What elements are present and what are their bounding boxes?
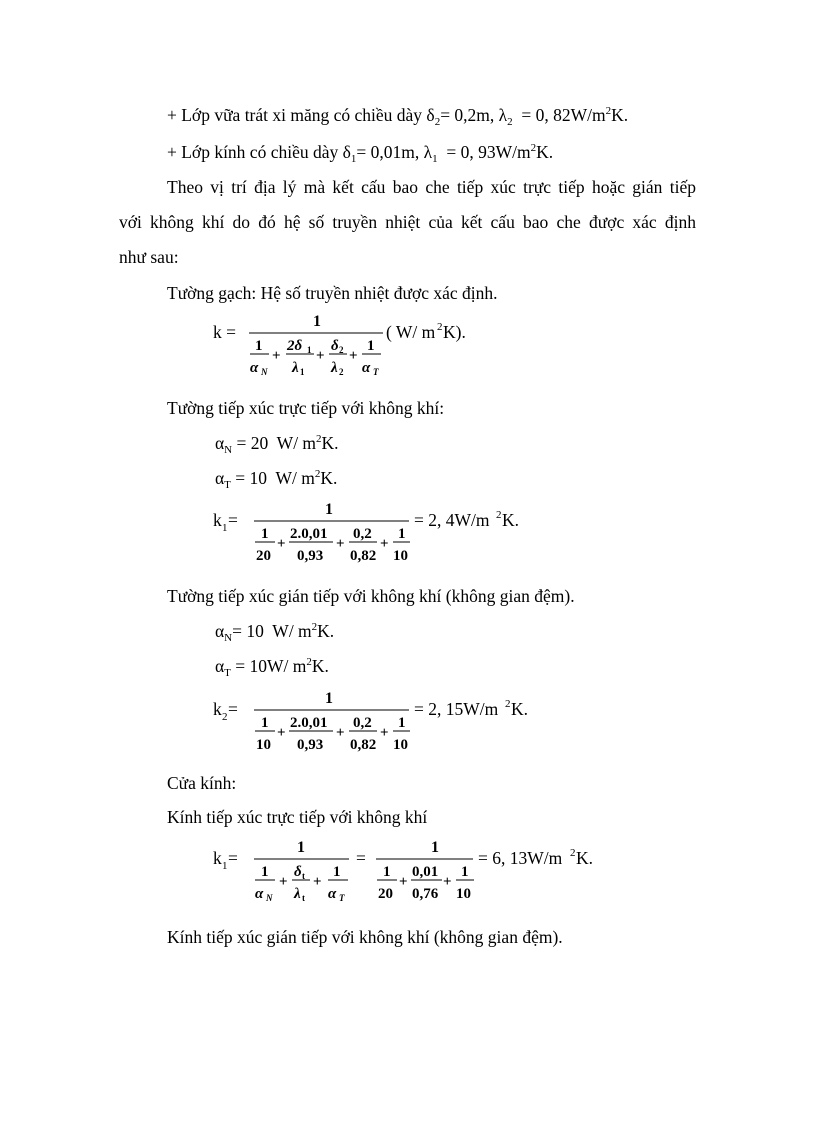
t1-num: 1: [261, 526, 269, 542]
formula-k2-svg: [213, 687, 543, 759]
plus: +: [380, 536, 389, 552]
t3-den: 0,82: [350, 737, 377, 753]
t2-den-sub: t: [302, 893, 305, 903]
u1-num: 1: [383, 864, 391, 880]
sup: 2: [306, 656, 312, 668]
result: = 2, 4W/m: [414, 510, 490, 530]
plus: +: [349, 348, 358, 364]
text: K.: [536, 142, 554, 162]
alpha-t-direct: [215, 467, 337, 489]
text: = 10 W/ m: [230, 468, 315, 488]
result-sup: 2: [505, 698, 511, 710]
t1-den: α: [255, 886, 264, 902]
plus: +: [336, 536, 345, 552]
text: α: [215, 468, 225, 488]
direct-wall-title: Tường tiếp xúc trực tiếp với không khí:: [167, 398, 445, 418]
unit-sup: 2: [437, 321, 443, 333]
t1-den: 20: [256, 548, 271, 564]
text: = 10 W/ m: [232, 621, 312, 641]
plus: +: [399, 874, 408, 890]
result-tail: K.: [576, 848, 594, 868]
t3-den-sub: 2: [339, 367, 344, 377]
formula-k2-wall-indirect: [213, 687, 543, 764]
t4-sub: T: [373, 367, 379, 377]
sup: 2: [316, 433, 322, 445]
t3-num-sub: 2: [339, 345, 344, 355]
unit-tail: K).: [443, 322, 466, 342]
numerator: 1: [325, 690, 333, 707]
t3-num: 0,2: [353, 526, 372, 542]
kg-label: k: [213, 848, 222, 868]
t2-num: 2δ: [287, 338, 303, 354]
sub: 2: [434, 116, 441, 128]
numerator: 1: [313, 313, 321, 330]
text: α: [215, 433, 225, 453]
t2-num: δ: [294, 864, 302, 880]
t2-num: 2.0,01: [290, 715, 328, 731]
plus: +: [277, 536, 286, 552]
sup: 2: [530, 142, 537, 154]
numerator-2: 1: [431, 839, 439, 856]
wall-title: Tường gạch: Hệ số truyền nhiệt được xác định.: [167, 283, 498, 303]
k1-label: k: [213, 510, 222, 530]
t3-den: λ: [331, 360, 338, 376]
text: + Lớp vữa trát xi măng có chiều dày δ: [167, 105, 435, 125]
t1-num: 1: [255, 338, 263, 354]
text: = 0,2m, λ: [440, 105, 508, 125]
numerator: 1: [325, 501, 333, 518]
layer-glass-line: [167, 141, 553, 163]
text: K.: [320, 468, 338, 488]
result-sup: 2: [570, 847, 576, 859]
text: K.: [611, 105, 629, 125]
t1-sub: N: [261, 367, 268, 377]
t4-den: 10: [393, 737, 408, 753]
unit: ( W/ m: [386, 322, 436, 342]
t2-den: 0,93: [297, 548, 324, 564]
window-title: Cửa kính:: [167, 773, 237, 793]
plus: +: [277, 725, 286, 741]
t3-sub: T: [339, 893, 345, 903]
plus: +: [313, 874, 322, 890]
paragraph-line-3: như sau:: [119, 247, 179, 267]
formula-k1-svg: [213, 498, 533, 570]
t1-num: 1: [261, 864, 269, 880]
t2-num-sub: 1: [307, 345, 312, 355]
k2-sub: 2: [222, 711, 228, 723]
t2-num: 2.0,01: [290, 526, 328, 542]
k2-label: k: [213, 699, 222, 719]
kg-sub: 1: [222, 860, 228, 872]
numerator: 1: [297, 839, 305, 856]
t4-num: 1: [398, 526, 406, 542]
eq: =: [228, 510, 238, 530]
formula-k-svg: [213, 310, 483, 382]
paragraph-line-1: Theo vị trí địa lý mà kết cấu bao che tiếp xúc trực tiếp hoặc gián tiếp: [167, 177, 696, 197]
text: = 0,01m, λ: [356, 142, 433, 162]
t4-den: α: [362, 360, 371, 376]
formula-k-general: [213, 310, 483, 387]
eq: =: [228, 848, 238, 868]
u2-den: 0,76: [412, 886, 439, 902]
sub: 1: [350, 153, 357, 165]
indirect-wall-title: Tường tiếp xúc gián tiếp với không khí (không gian đệm).: [167, 586, 575, 606]
text: = 10W/ m: [230, 656, 307, 676]
t3-num: 0,2: [353, 715, 372, 731]
t1-num: 1: [261, 715, 269, 731]
t2-den: λ: [294, 886, 301, 902]
sub: 2: [507, 116, 513, 128]
t1-den: α: [250, 360, 259, 376]
eq: =: [228, 699, 238, 719]
plus: +: [316, 348, 325, 364]
t3-den: 0,82: [350, 548, 377, 564]
t4-num: 1: [367, 338, 375, 354]
t2-den: 0,93: [297, 737, 324, 753]
equals: =: [356, 848, 366, 868]
text: = 0, 93W/m: [437, 142, 531, 162]
k1-sub: 1: [222, 522, 228, 534]
layer-plaster-line: [167, 104, 628, 126]
u3-den: 10: [456, 886, 471, 902]
t3-num: 1: [333, 864, 341, 880]
result-tail: K.: [511, 699, 529, 719]
glass-indirect-title: Kính tiếp xúc gián tiếp với không khí (không gian đệm).: [167, 927, 563, 947]
result: = 2, 15W/m: [414, 699, 499, 719]
plus: +: [443, 874, 452, 890]
text: α: [215, 656, 225, 676]
t2-num-sub: t: [302, 871, 305, 881]
t1-sub: N: [266, 893, 273, 903]
text: α: [215, 621, 225, 641]
formula-k1-wall-direct: [213, 498, 533, 575]
k-label: k =: [213, 322, 236, 342]
formula-k1-glass-direct: [213, 836, 613, 913]
plus: +: [380, 725, 389, 741]
u1-den: 20: [378, 886, 393, 902]
t3-den: α: [328, 886, 337, 902]
text: = 20 W/ m: [232, 433, 317, 453]
sub: 1: [432, 153, 438, 165]
t2-den-sub: 1: [300, 367, 305, 377]
alpha-n-direct: [215, 432, 339, 454]
glass-direct-title: Kính tiếp xúc trực tiếp với không khí: [167, 807, 428, 827]
t2-den: λ: [292, 360, 299, 376]
u3-num: 1: [461, 864, 469, 880]
text: + Lớp kính có chiều dày δ: [167, 142, 351, 162]
alpha-t-indirect: [215, 655, 329, 677]
result-sup: 2: [496, 509, 502, 521]
formula-glass-svg: [213, 836, 613, 908]
sup: 2: [605, 105, 612, 117]
plus: +: [279, 874, 288, 890]
text: = 0, 82W/m: [512, 105, 606, 125]
sub: T: [224, 667, 231, 679]
paragraph-line-2: với không khí do đó hệ số truyền nhiệt của kết cấu bao che được xác định: [119, 212, 696, 232]
text: K.: [321, 433, 339, 453]
plus: +: [336, 725, 345, 741]
result: = 6, 13W/m: [478, 848, 563, 868]
sup: 2: [311, 621, 318, 633]
sup: 2: [314, 468, 321, 480]
t1-den: 10: [256, 737, 271, 753]
t4-num: 1: [398, 715, 406, 731]
text: K.: [317, 621, 335, 641]
sub: N: [224, 632, 233, 644]
plus: +: [272, 348, 281, 364]
text: K.: [311, 656, 329, 676]
u2-num: 0,01: [412, 864, 439, 880]
t4-den: 10: [393, 548, 408, 564]
sub: N: [224, 444, 233, 456]
sub: T: [224, 479, 231, 491]
alpha-n-indirect: [215, 620, 334, 642]
result-tail: K.: [502, 510, 520, 530]
t3-num: δ: [331, 338, 339, 354]
